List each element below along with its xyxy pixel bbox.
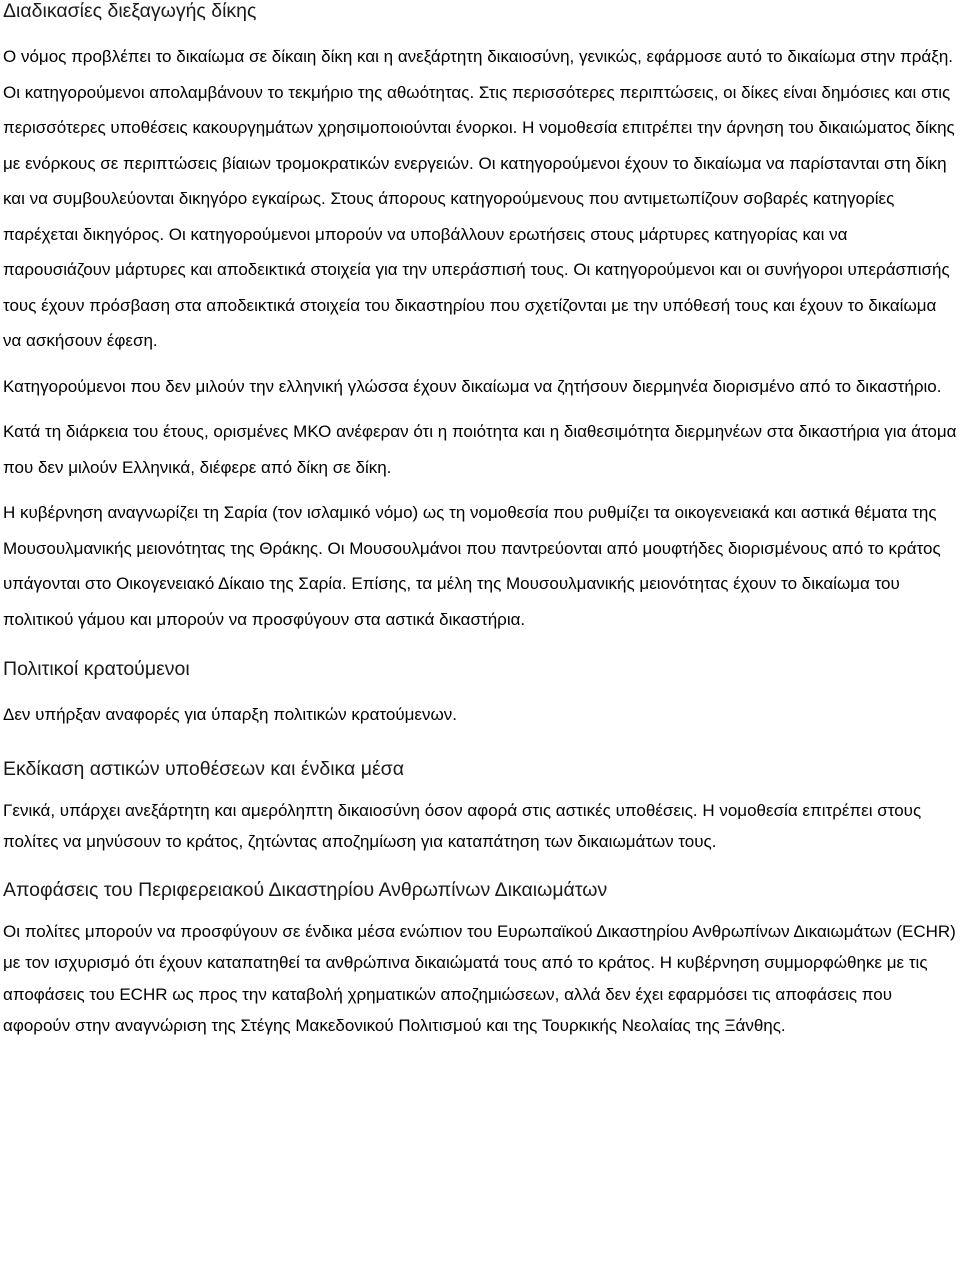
section-heading-trial-procedures: Διαδικασίες διεξαγωγής δίκης (3, 0, 257, 22)
paragraph-interpreter-right: Κατηγορούμενοι που δεν μιλούν την ελληνική γλώσσα έχουν δικαίωμα να ζητήσουν διερμηνέα διορισμένο από το δικαστήριο. (3, 376, 942, 396)
section-heading-echr-decisions: Αποφάσεις του Περιφερειακού Δικαστηρίου Ανθρωπίνων Δικαιωμάτων (3, 878, 608, 901)
section-heading-political-prisoners: Πολιτικοί κρατούμενοι (3, 658, 190, 680)
section-heading-civil-judicial: Εκδίκαση αστικών υποθέσεων και ένδικα μέσα (3, 757, 404, 780)
paragraph-echr: Οι πολίτες μπορούν να προσφύγουν σε ένδικα μέσα ενώπιον του Ευρωπαϊκού Δικαστηρίου Ανθρωπίνων Δικαιωμάτων (ECHR) με τον ισχυρισμό ότι έχουν καταπατηθεί τα ανθρώπινα δικαιώματά τους από το κράτος. Η κυβέρνηση συμμορφώθηκε με τις αποφάσεις του ECHR ως προς την καταβολή χρηματικών αποζημιώσεων, αλλά δεν έχει εφαρμόσει τις αποφάσεις που αφορούν στην αναγνώριση της Στέγης Μακεδονικού Πολιτισμού και της Τουρκικής Νεολαίας της Ξάνθης. (3, 921, 956, 1035)
paragraph-sharia: Η κυβέρνηση αναγνωρίζει τη Σαρία (τον ισλαμικό νόμο) ως τη νομοθεσία που ρυθμίζει τα οικογενειακά και αστικά θέματα της Μουσουλμανικής μειονότητας της Θράκης. Οι Μουσουλμάνοι που παντρεύονται από μουφτήδες διορισμένους από το κράτος υπάγονται στο Οικογενειακό Δίκαιο της Σαρία. Επίσης, τα μέλη της Μουσουλμανικής μειονότητας έχουν το δικαίωμα του πολιτικού γάμου και μπορούν να προσφύγουν στα αστικά δικαστήρια. (3, 503, 941, 629)
paragraph-no-political-prisoners: Δεν υπήρξαν αναφορές για ύπαρξη πολιτικών κρατούμενων. (3, 705, 457, 724)
paragraph-civil-judiciary: Γενικά, υπάρχει ανεξάρτητη και αμερόληπτη δικαιοσύνη όσον αφορά στις αστικές υποθέσεις. Η νομοθεσία επιτρέπει στους πολίτες να μηνύσουν το κράτος, ζητώντας αποζημίωση για καταπάτηση των δικαιωμάτων τους. (3, 800, 922, 851)
paragraph-trial-rights: Ο νόμος προβλέπει το δικαίωμα σε δίκαιη δίκη και η ανεξάρτητη δικαιοσύνη, γενικώς, εφάρμοσε αυτό το δικαίωμα στην πράξη. Οι κατηγορούμενοι απολαμβάνουν το τεκμήριο της αθωότητας. Στις περισσότερες περιπτώσεις, οι δίκες είναι δημόσιες και στις περισσότερες υποθέσεις κακουργημάτων χρησιμοποιούνται ένορκοι. Η νομοθεσία επιτρέπει την άρνηση του δικαιώματος δίκης με ενόρκους σε περιπτώσεις βίαιων τρομοκρατικών ενεργειών. Οι κατηγορούμενοι έχουν το δικαίωμα να παρίστανται στη δίκη και να συμβουλεύονται δικηγόρο εγκαίρως. Στους άπορους κατηγορούμενους που αντιμετωπίζουν σοβαρές κατηγορίες παρέχεται δικηγόρος. Οι κατηγορούμενοι μπορούν να υποβάλλουν ερωτήσεις στους μάρτυρες κατηγορίας και να παρουσιάζουν μάρτυρες και αποδεικτικά στοιχεία για την υπεράσπισή τους. Οι κατηγορούμενοι και οι συνήγοροι υπεράσπισής τους έχουν πρόσβαση στα αποδεικτικά στοιχεία του δικαστηρίου που σχετίζονται με την υπόθεσή τους και έχουν το δικαίωμα να ασκήσουν έφεση. (3, 47, 955, 350)
paragraph-interpreter-quality: Κατά τη διάρκεια του έτους, ορισμένες ΜΚΟ ανέφεραν ότι η ποιότητα και η διαθεσιμότητα διερμηνέων στα δικαστήρια για άτομα που δεν μιλούν Ελληνικά, διέφερε από δίκη σε δίκη. (3, 422, 957, 477)
